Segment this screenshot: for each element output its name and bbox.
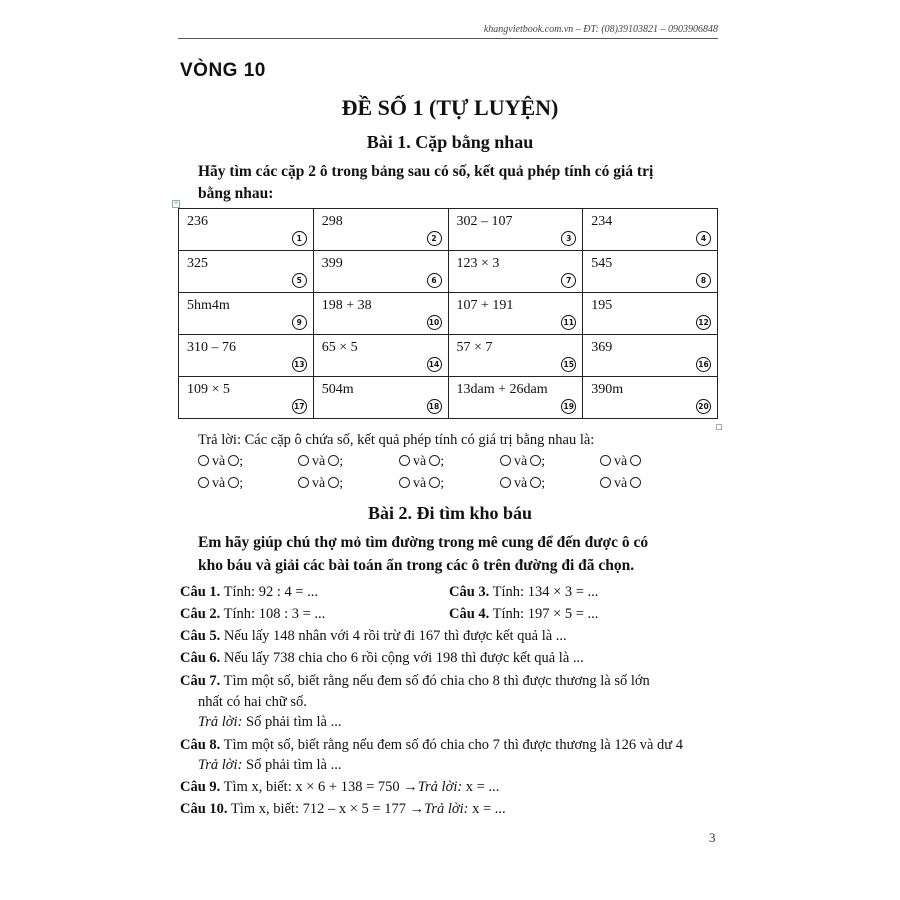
question-8-answer	[198, 757, 342, 774]
question-4	[449, 606, 598, 623]
question-3-label: Câu 3.	[449, 584, 490, 600]
pair-and-text: và	[312, 454, 326, 469]
cell-expression: 107 + 191	[456, 298, 514, 313]
page-number: 3	[709, 830, 716, 845]
cell-expression: 57 × 7	[456, 340, 493, 355]
cell-number-badge: 19	[561, 399, 576, 414]
question-5-label: Câu 5.	[180, 628, 221, 644]
table-cell	[179, 335, 314, 377]
table-cell	[313, 293, 448, 335]
answer-pair	[500, 454, 545, 470]
table-cell	[313, 377, 448, 419]
pair-and-text: và	[614, 476, 628, 491]
question-10-answer-text: x = ...	[468, 801, 506, 817]
header-rule	[178, 38, 718, 39]
question-7	[180, 673, 650, 690]
bai2-title: Bài 2. Đi tìm kho báu	[367, 503, 533, 523]
cell-expression: 369	[591, 340, 613, 355]
table-row	[179, 209, 718, 251]
cell-number-badge: 4	[696, 231, 711, 246]
answer-circle-icon[interactable]	[399, 455, 410, 466]
question-2-label: Câu 2.	[180, 606, 221, 622]
table-cell	[313, 251, 448, 293]
table-cell	[313, 335, 448, 377]
cell-number-badge: 3	[561, 231, 576, 246]
answer-circle-icon[interactable]	[328, 477, 339, 488]
cell-number-badge: 13	[292, 357, 307, 372]
header-site-text: khangvietbook.com.vn – ĐT: (08)39103821 – 0903906848	[483, 24, 718, 35]
table-anchor-icon[interactable]: +	[173, 200, 179, 207]
question-2-text: Tính: 108 : 3 = ...	[220, 606, 326, 622]
bai1-intro-line1: Hãy tìm các cặp 2 ô trong bảng sau có số, kết quả phép tính có giá trị	[198, 163, 654, 180]
table-cell	[583, 251, 718, 293]
cell-number-badge: 6	[427, 273, 442, 288]
pair-separator: ;	[541, 454, 546, 469]
cell-expression: 325	[187, 256, 208, 271]
answer-circle-icon[interactable]	[630, 477, 641, 488]
pair-separator: ;	[440, 454, 445, 469]
answer-circle-icon[interactable]	[228, 477, 239, 488]
pair-and-text: và	[614, 454, 628, 469]
cell-number-badge: 14	[427, 357, 442, 372]
question-10-label: Câu 10.	[180, 801, 228, 817]
question-5-text: Nếu lấy 148 nhân với 4 rồi trừ đi 167 thì được kết quả là ...	[220, 628, 567, 644]
table-cell	[179, 377, 314, 419]
pair-and-text: và	[514, 454, 528, 469]
cell-expression: 234	[591, 214, 613, 229]
cell-expression: 65 × 5	[321, 340, 358, 355]
cell-number-badge: 20	[696, 399, 711, 414]
question-7-answer-text: Số phải tìm là ...	[242, 714, 342, 730]
table-row	[179, 293, 718, 335]
answer-circle-icon[interactable]	[530, 477, 541, 488]
bai1-intro	[198, 161, 723, 205]
question-3	[449, 584, 598, 601]
question-4-text: Tính: 197 × 5 = ...	[489, 606, 599, 622]
pair-separator: ;	[541, 476, 546, 491]
question-9	[180, 779, 499, 796]
answer-circle-icon[interactable]	[630, 455, 641, 466]
cell-number-badge: 17	[292, 399, 307, 414]
cell-expression: 298	[321, 214, 343, 229]
question-4-label: Câu 4.	[449, 606, 490, 622]
cell-expression: 195	[591, 298, 613, 313]
cell-number-badge: 8	[696, 273, 711, 288]
table-cell	[583, 377, 718, 419]
table-cell	[448, 335, 583, 377]
cell-number-badge: 11	[561, 315, 576, 330]
table-cell	[583, 335, 718, 377]
pair-and-text: và	[312, 476, 326, 491]
answer-pair	[500, 476, 545, 492]
cell-number-badge: 16	[696, 357, 711, 372]
pair-separator: ;	[239, 476, 244, 491]
answer-pair	[298, 476, 343, 492]
pair-and-text: và	[514, 476, 528, 491]
cell-expression: 390m	[591, 382, 624, 397]
cell-expression: 504m	[321, 382, 354, 397]
question-7-label: Câu 7.	[180, 673, 221, 689]
question-2	[180, 606, 325, 623]
table-cell	[179, 251, 314, 293]
pair-and-text: và	[413, 454, 427, 469]
cell-expression: 236	[187, 214, 208, 229]
answer-circle-icon[interactable]	[429, 477, 440, 488]
answer-circle-icon[interactable]	[298, 477, 309, 488]
cell-number-badge: 15	[561, 357, 576, 372]
answer-circle-icon[interactable]	[228, 455, 239, 466]
question-6-label: Câu 6.	[180, 650, 221, 666]
answer-circle-icon[interactable]	[198, 477, 209, 488]
answer-circle-icon[interactable]	[530, 455, 541, 466]
question-10-answer-label: Trả lời:	[424, 801, 469, 817]
answer-circle-icon[interactable]	[429, 455, 440, 466]
pair-separator: ;	[239, 454, 244, 469]
bai2-intro	[198, 531, 728, 577]
cell-expression: 399	[321, 256, 343, 271]
cell-expression: 109 × 5	[187, 382, 230, 397]
answer-prompt: Trả lời: Các cặp ô chứa số, kết quả phép tính có giá trị bằng nhau là:	[198, 432, 595, 448]
bai2-intro-line2: kho báu và giải các bài toán ẩn trong các ô trên đường đi đã chọn.	[198, 557, 635, 574]
answer-circle-icon[interactable]	[198, 455, 209, 466]
round-title: VÒNG 10	[180, 60, 266, 81]
answer-circle-icon[interactable]	[399, 477, 410, 488]
cell-expression: 545	[591, 256, 613, 271]
cell-number-badge: 10	[427, 315, 442, 330]
question-8-label: Câu 8.	[180, 737, 221, 753]
cell-expression: 123 × 3	[456, 256, 500, 271]
answer-pair	[298, 454, 343, 470]
question-6	[180, 650, 584, 667]
cell-number-badge: 5	[292, 273, 307, 288]
pair-separator: ;	[339, 454, 344, 469]
question-7-answer	[198, 714, 342, 731]
cell-expression: 5hm4m	[187, 298, 230, 313]
question-10	[180, 801, 506, 818]
question-8-answer-text: Số phải tìm là ...	[242, 757, 342, 773]
cell-expression: 13dam + 26dam	[456, 382, 548, 397]
table-row	[179, 335, 718, 377]
bai1-intro-line2: bằng nhau:	[198, 185, 274, 202]
question-7-line2: nhất có hai chữ số.	[198, 694, 307, 710]
bai1-title: Bài 1. Cặp bằng nhau	[366, 132, 534, 152]
answer-pair	[198, 454, 243, 470]
question-5	[180, 628, 567, 645]
table-cell	[448, 377, 583, 419]
answer-circle-icon[interactable]	[328, 455, 339, 466]
pair-separator: ;	[339, 476, 344, 491]
table-cell	[448, 293, 583, 335]
table-cell	[179, 209, 314, 251]
table-cell	[313, 209, 448, 251]
question-9-label: Câu 9.	[180, 779, 221, 795]
bai2-intro-line1: Em hãy giúp chú thợ mỏ tìm đường trong mê cung để đến được ô có	[198, 534, 649, 551]
answer-circle-icon[interactable]	[500, 455, 511, 466]
table-row	[179, 251, 718, 293]
question-8	[180, 737, 683, 754]
question-7-text: Tìm một số, biết rằng nếu đem số đó chia cho 8 thì được thương là số lớn	[220, 673, 650, 689]
pair-and-text: và	[413, 476, 427, 491]
answer-pair	[399, 476, 444, 492]
answer-pair	[198, 476, 243, 492]
question-9-answer-text: x = ...	[462, 779, 500, 795]
cell-expression: 198 + 38	[321, 298, 372, 313]
pair-separator: ;	[440, 476, 445, 491]
answer-pair	[600, 476, 641, 492]
question-1-text: Tính: 92 : 4 = ...	[220, 584, 319, 600]
cell-number-badge: 1	[292, 231, 307, 246]
answer-circle-icon[interactable]	[600, 455, 611, 466]
cell-expression: 310 – 76	[187, 340, 236, 355]
question-3-text: Tính: 134 × 3 = ...	[489, 584, 599, 600]
table-resize-handle[interactable]	[716, 424, 722, 430]
table-row	[179, 377, 718, 419]
pairs-table	[178, 208, 718, 419]
question-9-text: Tìm x, biết: x × 6 + 138 = 750 →	[220, 779, 418, 795]
cell-number-badge: 12	[696, 315, 711, 330]
table-cell	[448, 209, 583, 251]
question-8-text: Tìm một số, biết rằng nếu đem số đó chia cho 7 thì được thương là 126 và dư 4	[220, 737, 683, 753]
question-10-text: Tìm x, biết: 712 – x × 5 = 177 →	[227, 801, 425, 817]
cell-number-badge: 9	[292, 315, 307, 330]
answer-circle-icon[interactable]	[298, 455, 309, 466]
table-cell	[448, 251, 583, 293]
answer-circle-icon[interactable]	[500, 477, 511, 488]
answer-circle-icon[interactable]	[600, 477, 611, 488]
answer-pair	[600, 454, 641, 470]
pair-and-text: và	[212, 476, 226, 491]
question-9-answer-label: Trả lời:	[417, 779, 463, 795]
cell-expression: 302 – 107	[456, 214, 513, 229]
cell-number-badge: 2	[427, 231, 442, 246]
table-cell	[583, 209, 718, 251]
question-6-text: Nếu lấy 738 chia cho 6 rồi cộng với 198 thì được kết quả là ...	[220, 650, 584, 666]
cell-number-badge: 18	[427, 399, 442, 414]
cell-number-badge: 7	[561, 273, 576, 288]
table-cell	[179, 293, 314, 335]
question-8-answer-label: Trả lời:	[198, 757, 243, 773]
question-7-answer-label: Trả lời:	[198, 714, 243, 730]
question-1-label: Câu 1.	[180, 584, 221, 600]
pair-and-text: và	[212, 454, 226, 469]
answer-pair	[399, 454, 444, 470]
question-1	[180, 584, 318, 601]
exam-title: ĐỀ SỐ 1 (TỰ LUYỆN)	[341, 95, 559, 120]
table-cell	[583, 293, 718, 335]
